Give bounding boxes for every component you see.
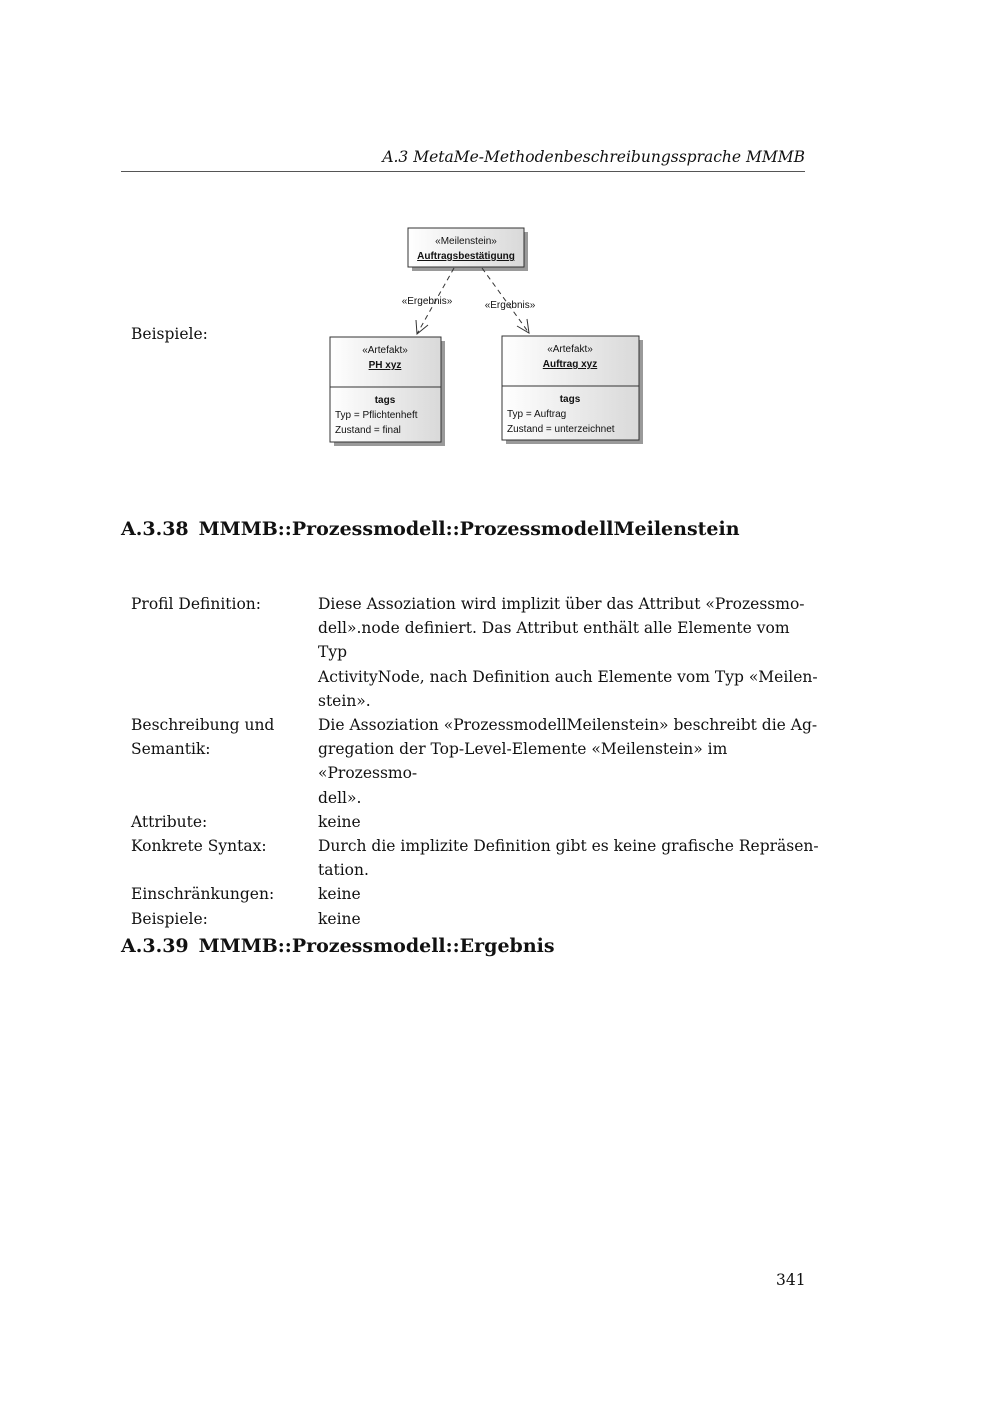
definition-description bbox=[318, 592, 823, 713]
definition-row-profil bbox=[131, 592, 823, 713]
definition-term bbox=[131, 592, 318, 713]
tags-title: tags bbox=[374, 395, 396, 406]
term-line: Einschränkungen: bbox=[131, 885, 275, 904]
definition-term bbox=[131, 713, 318, 810]
section-title: MMMB::Prozessmodell::ProzessmodellMeilenstein bbox=[198, 518, 740, 540]
desc-line: gregation der Top-Level-Elemente «Meilenstein» im «Prozessmo- bbox=[318, 740, 728, 783]
desc-line: Durch die implizite Definition gibt es keine grafische Repräsen- bbox=[318, 837, 819, 856]
section-heading-38 bbox=[121, 518, 740, 540]
artifact-box-auftrag bbox=[502, 336, 643, 444]
tag-value: Zustand = unterzeichnet bbox=[507, 424, 615, 435]
term-line: Beschreibung und bbox=[131, 716, 275, 735]
definition-description bbox=[318, 834, 823, 882]
definition-term bbox=[131, 882, 318, 906]
definition-description bbox=[318, 907, 823, 931]
tag-value: Zustand = final bbox=[335, 425, 401, 436]
tag-value: Typ = Pflichtenheft bbox=[335, 410, 418, 421]
definition-row-attribute bbox=[131, 810, 823, 834]
edge-label-right: «Ergebnis» bbox=[484, 300, 536, 311]
section-heading-39 bbox=[121, 935, 555, 957]
desc-line: ActivityNode, nach Definition auch Elemente vom Typ «Meilen- bbox=[318, 667, 818, 686]
desc-line: Diese Assoziation wird implizit über das Attribut «Prozessmo- bbox=[318, 595, 805, 613]
header-rule bbox=[121, 171, 805, 172]
artifact-stereotype: «Artefakt» bbox=[362, 345, 408, 356]
artifact-name: PH xyz bbox=[368, 360, 402, 371]
term-line: Konkrete Syntax: bbox=[131, 837, 267, 856]
milestone-stereotype: «Meilenstein» bbox=[435, 236, 497, 247]
desc-line: tation. bbox=[318, 861, 369, 880]
running-head: A.3 MetaMe-Methodenbeschreibungssprache MMMB bbox=[382, 148, 805, 166]
desc-line: Die Assoziation «ProzessmodellMeilenstein» beschreibt die Ag- bbox=[318, 716, 818, 735]
desc-line: stein». bbox=[318, 691, 371, 710]
section-number: A.3.39 bbox=[121, 935, 189, 957]
term-line: Profil Definition: bbox=[131, 595, 261, 613]
tags-title: tags bbox=[559, 394, 581, 405]
artifact-name: Auftrag xyz bbox=[542, 359, 598, 370]
term-line: Attribute: bbox=[131, 812, 208, 831]
desc-line: dell». bbox=[318, 788, 362, 807]
milestone-name: Auftragsbestätigung bbox=[417, 251, 515, 262]
desc-line: keine bbox=[318, 909, 361, 928]
definition-term bbox=[131, 810, 318, 834]
page-number: 341 bbox=[776, 1271, 806, 1289]
uml-example-diagram bbox=[320, 220, 650, 455]
term-line: Beispiele: bbox=[131, 909, 208, 928]
artifact-stereotype: «Artefakt» bbox=[547, 344, 593, 355]
definition-term bbox=[131, 834, 318, 882]
definition-description bbox=[318, 882, 823, 906]
term-line: Semantik: bbox=[131, 740, 211, 759]
definition-description bbox=[318, 713, 823, 810]
examples-label: Beispiele: bbox=[131, 325, 208, 343]
section-number: A.3.38 bbox=[121, 518, 189, 540]
definition-row-einschraenkungen bbox=[131, 882, 823, 906]
desc-line: keine bbox=[318, 885, 361, 904]
section-title: MMMB::Prozessmodell::Ergebnis bbox=[198, 935, 555, 957]
tag-value: Typ = Auftrag bbox=[507, 409, 567, 420]
desc-line: dell».node definiert. Das Attribut enthält alle Elemente vom Typ bbox=[318, 619, 790, 662]
definition-row-syntax bbox=[131, 834, 823, 882]
milestone-box bbox=[408, 228, 528, 271]
desc-line: keine bbox=[318, 812, 361, 831]
definition-row-beschreibung bbox=[131, 713, 823, 810]
edge-label-left: «Ergebnis» bbox=[401, 296, 453, 307]
artifact-box-ph bbox=[330, 337, 445, 446]
definition-row-beispiele bbox=[131, 907, 823, 931]
definition-table bbox=[131, 592, 823, 931]
definition-term bbox=[131, 907, 318, 931]
definition-description bbox=[318, 810, 823, 834]
